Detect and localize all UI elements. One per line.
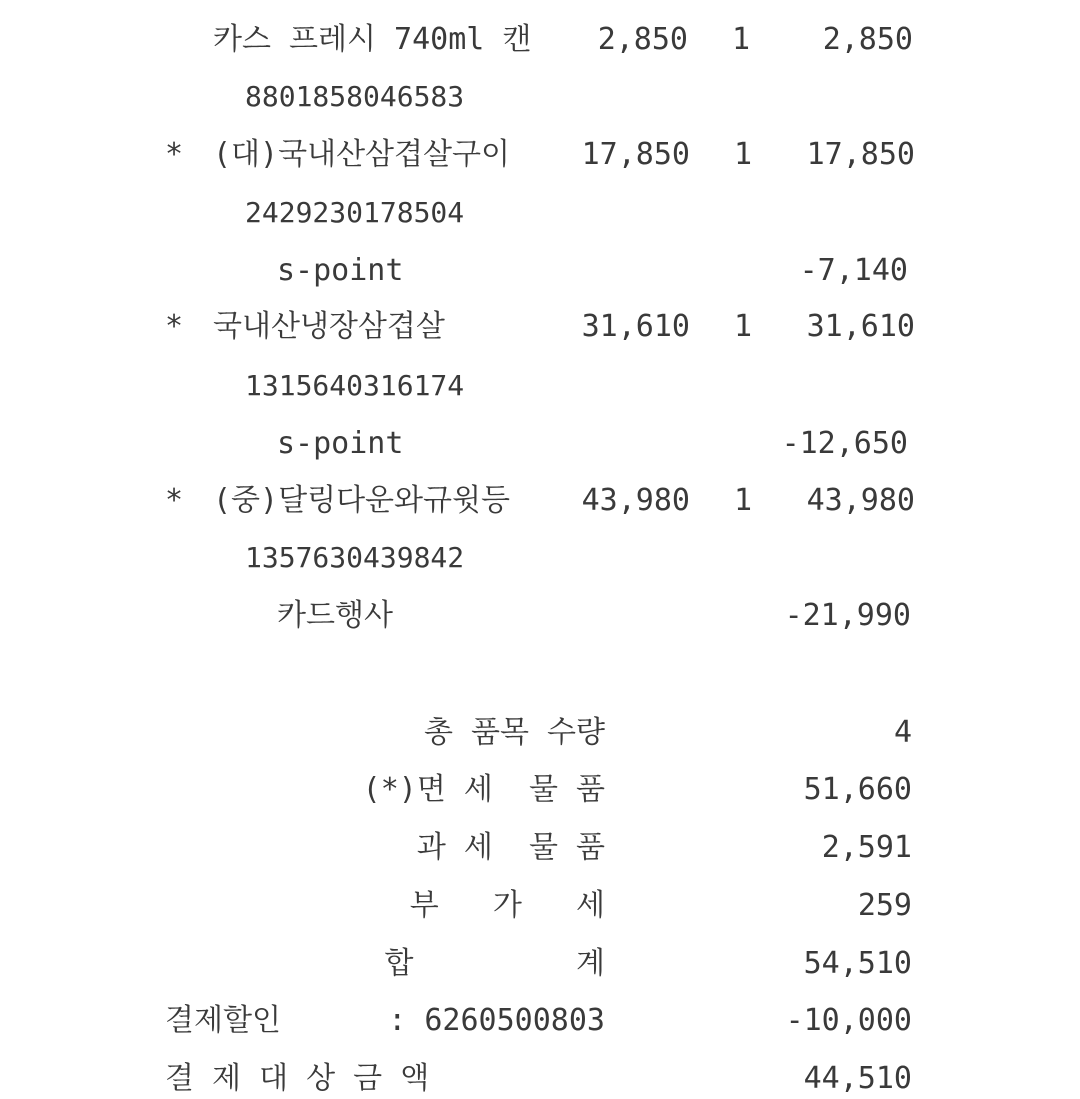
item-unit-price: 2,850: [597, 22, 688, 57]
vat-value: 259: [857, 888, 912, 923]
discount-label: s-point: [277, 253, 404, 288]
item-unit-price: 31,610: [581, 309, 690, 344]
vat-label: 부 가 세: [409, 888, 605, 923]
item-unit-price: 43,980: [581, 483, 690, 518]
item-amount: 31,610: [806, 309, 915, 344]
payment-discount-value: -10,000: [785, 1003, 912, 1038]
item-unit-price: 17,850: [581, 137, 690, 172]
discount-amount: -7,140: [799, 253, 908, 288]
item-name: 카스 프레시 740ml 캔: [213, 22, 532, 57]
item-barcode: 1315640316174: [245, 369, 465, 402]
tax-free-goods-label: (*)면 세 물 품: [362, 772, 605, 807]
tax-free-mark: *: [165, 309, 184, 344]
item-name: (중)달링다운와규윗등: [213, 483, 510, 518]
item-name: 국내산냉장삼겹살: [213, 309, 445, 344]
item-quantity: 1: [733, 483, 752, 518]
item-amount: 2,850: [822, 22, 913, 57]
item-barcode: 8801858046583: [245, 80, 465, 113]
sum-value: 54,510: [803, 946, 912, 981]
discount-label: s-point: [277, 426, 404, 461]
payable-amount-value: 44,510: [803, 1061, 912, 1096]
taxable-goods-value: 2,591: [821, 830, 912, 865]
item-quantity: 1: [731, 22, 750, 57]
discount-label: 카드행사: [277, 598, 393, 633]
sum-label: 합 계: [384, 946, 605, 981]
item-amount: 43,980: [806, 483, 915, 518]
tax-free-goods-value: 51,660: [803, 772, 912, 807]
item-quantity: 1: [733, 309, 752, 344]
total-qty-value: 4: [893, 715, 912, 750]
item-barcode: 1357630439842: [245, 541, 465, 574]
tax-free-mark: *: [165, 137, 184, 172]
discount-amount: -12,650: [781, 426, 908, 461]
item-amount: 17,850: [806, 137, 915, 172]
item-barcode: 2429230178504: [245, 196, 465, 229]
total-qty-label: 총 품목 수량: [423, 715, 605, 750]
discount-amount: -21,990: [784, 598, 911, 633]
item-quantity: 1: [733, 137, 752, 172]
taxable-goods-label: 과 세 물 품: [416, 830, 605, 865]
item-name: (대)국내산삼겹살구이: [213, 137, 510, 172]
payable-amount-label: 결 제 대 상 금 액: [165, 1061, 430, 1096]
payment-discount-label: 결제할인: [165, 1003, 281, 1038]
tax-free-mark: *: [165, 483, 184, 518]
payment-discount-code: : 6260500803: [388, 1003, 605, 1038]
